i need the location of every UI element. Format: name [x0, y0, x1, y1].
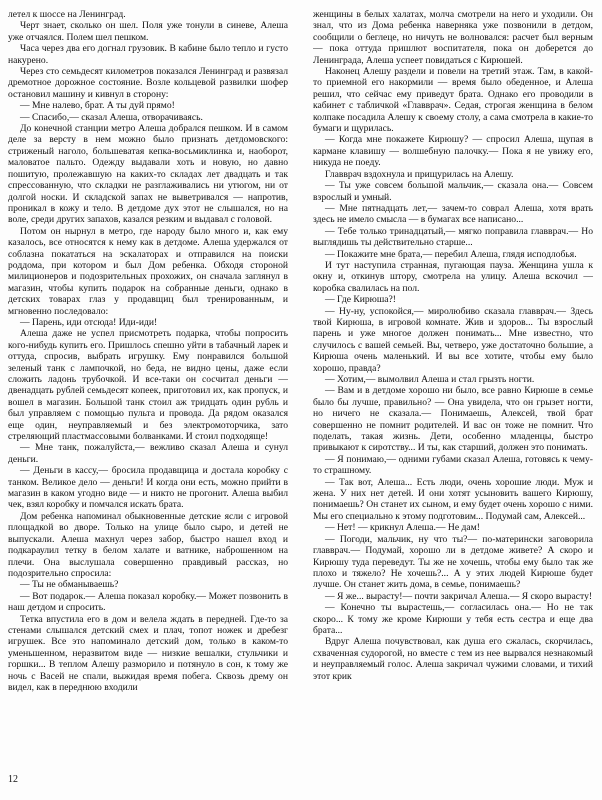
page-number: 12 [8, 774, 18, 785]
paragraph: — Где Кирюша?! [325, 294, 396, 306]
paragraph: — Спасибо,— сказал Алеша, отворачиваясь. [20, 111, 203, 123]
paragraph: Наконец Алешу раздели и повели на третий этаж. Там, в какой-то приемной его накормили — время было обеденное, и Алеша решил, что сейчас ему приведут брата. Однако его проводили в кабинет с табличкой «Главврач». Седая, строгая женщина в белом колпаке посадила Алешу к своему столу, а сама смотрела в какие-то бумаги и щурилась. [313, 66, 593, 135]
paragraph: — Вот подарок.— Алеша показал коробку.— Может позвонить в наш детдом и спросить. [8, 590, 288, 614]
paragraph: — Деньги в кассу,— бросила продавщица и достала коробку с танком. Великое дело — деньги! И когда они есть, можно прийти в магазин в каком угодно виде — и никто не прогонит. Алеша выбил чек, взял коробку и помчался искать брата. [8, 465, 288, 511]
paragraph: — Я же... вырасту!— почти закричал Алеша.— Я скоро вырасту! [325, 590, 593, 602]
paragraph: — Ты не обманываешь? [20, 579, 119, 591]
paragraph: — Тебе только тринадцатый,— мягко поправила главврач.— Но выглядишь ты действительно старше... [313, 225, 593, 249]
paragraph: Через сто семьдесят километров показался Ленинград и развязал дремотное дорожное состояние. Возле кольцевой развилки шофер остановил машину и кивнул в сторону: [8, 66, 288, 100]
paragraph: Главврач вздохнула и прищурилась на Алешу. [325, 168, 514, 180]
paragraph: До конечной станции метро Алеша добрался пешком. И в самом деле за версту в нем можно было признать детдомовского: стриженый наголо, большеватая кепка-восьмиклинка и, наоборот, маловатое пальто. Одежду выдавали хоть и новую, но давно пошитую, пролежавшую на каких-то складах лет двадцать и так спрессованную, что складки не разглаживались ни утюгом, ни от долгой носки. И складской запах не выветривался — напротив, проникал в кожу и тело. В детдоме дух этот не слышался, но на воле, среди других запахов, казался резким и выдавал с головой. [8, 123, 288, 226]
paragraph: Тетка впустила его в дом и велела ждать в передней. Где-то за стенами слышался детский смех и плач, топот ножек и дребезг игрушек. Все это напоминало детский дом, только в каком-то уменьшенном, неразвитом виде — низкие вешалки, стульчики и горшки... В теплом Алешу разморило и потянуло в сон, к тому же ночь с Васей не спали, выжидая время побега. Сквозь дрему он видел, как в переднюю входили [8, 613, 288, 693]
paragraph: — Ну-ну, успокойся,— миролюбиво сказала главврач.— Здесь твой Кирюша, в игровой комнате. Жив и здоров... Ты взрослый парень и уже многое должен понимать... Мне известно, что случилось с вашей семьей. Вы, четверо, уже достаточно большие, а Кирюша очень маленький. И вы все хотите, чтобы ему было хорошо, правда? [313, 305, 593, 374]
paragraph: — Погоди, мальчик, ну что ты?— по-матерински заговорила главврач.— Подумай, хорошо ли в детдоме живете? А скоро и Кирюшу туда переведут. Ты же не хочешь, чтобы ему было так же плохо и тяжело? Не хочешь?... А у этих людей Кирюше будет лучше. Он станет жить дома, в семье, понимаешь? [313, 533, 593, 591]
paragraph: — Конечно ты вырастешь,— согласилась она.— Но не так скоро... К тому же кроме Кирюши у тебя есть сестра и еще два брата... [313, 602, 593, 636]
right-column [313, 9, 593, 769]
paragraph: Черт знает, сколько он шел. Поля уже тонули в синеве, Алеша уже отчаялся. Полем шел пешком. [8, 20, 288, 43]
paragraph: — Парень, иди отсюда! Иди-иди! [20, 316, 158, 328]
paragraph: летел к шоссе на Ленинград. [8, 9, 126, 20]
paragraph: — Когда мне покажете Кирюшу? — спросил Алеша, щупая в кармане клавишу — волшебную палочку.— Пока я не увижу его, никуда не поеду. [313, 134, 593, 169]
paragraph: — Ты уже совсем большой мальчик,— сказала она.— Совсем взрослый и умный. [313, 180, 593, 203]
left-column [8, 9, 288, 769]
paragraph: — Покажите мне брата,— перебил Алеша, глядя исподлобья. [325, 248, 577, 260]
paragraph: — Нет! — крикнул Алеша.— Не дам! [325, 522, 480, 534]
paragraph: — Мне налево, брат. А ты дуй прямо! [20, 100, 175, 112]
paragraph: женщины в белых халатах, молча смотрели на него и уходили. Он знал, что из Дома ребенка наверняка уже позвонили в детдом, сообщили о беглеце, но ничуть не волновался: расчет был верным — пока оттуда пришлют воспитателя, пока он доберется до Ленинграда, Алеша успеет повидаться с Кирюшей. [313, 9, 593, 66]
paragraph: Часа через два его догнал грузовик. В кабине было тепло и густо накурено. [8, 43, 288, 66]
paragraph: — Вам и в детдоме хорошо ни было, все равно Кирюше в семье было бы лучше, правильно? — Она увидела, что он грызет ногти, но ничего не сказала.— Понимаешь, Алексей, твой брат совершенно не помнит родителей. И вас он тоже не помнит. Что поделать, такая жизнь. Дети, особенно младенцы, быстро привыкают к сиротству... И ты, как старший, должен это понимать. [313, 385, 593, 454]
paragraph: — Мне пятнадцать лет,— зачем-то соврал Алеша, хотя врать здесь не имело смысла — в бумагах все написано... [313, 202, 593, 226]
paragraph: — Мне танк, пожалуйста,— вежливо сказал Алеша и сунул деньги. [8, 442, 288, 465]
paragraph: Вдруг Алеша почувствовал, как душа его сжалась, скорчилась, схваченная судорогой, но вместе с тем из нее вырвался незнакомый и неуправляемый голос. Алеша закричал чужими словами, и тихий этот крик [313, 636, 593, 682]
paragraph: И тут наступила странная, пугающая пауза. Женщина ушла к окну и, откинув штору, смотрела на улицу. Алеша вскочил — коробка свалилась на пол. [313, 259, 593, 294]
paragraph: — Хотим,— вымолвил Алеша и стал грызть ногти. [325, 374, 535, 385]
paragraph: Алеша даже не успел присмотреть подарка, чтобы попросить кого-нибудь купить его. Пришлось спешно уйти в табачный ларек и оттуда, спросив, выбрать игрушку. Ему понравился большой зеленый танк с лампочкой, но беда, не видно цены, даже если сложить ладонь трубочкой. И все-таки он сосчитал деньги — двенадцать рублей семьдесят копеек, приготовил их, как пропуск, и вошел в магазин. Большой танк стоил аж тридцать один рубль и был управляем с помощью пульта и провода. Да рядом оказался еще один, неуправляемый и без электромоторчика, зато стреляющий пластмассовыми болванками. И стоил подходяще! [8, 328, 288, 443]
paragraph: — Так вот, Алеша... Есть люди, очень хорошие люди. Муж и жена. У них нет детей. И они хотят усыновить вашего Кирюшу, понимаешь? Он станет их сыном, и ему будет очень хорошо с ними. Мы его специально к этому подготовим... Подумай сам, Алексей... [313, 476, 593, 522]
paragraph: Дом ребенка напоминал обыкновенные детские ясли с игровой площадкой во дворе. Только на улице было сыро, и детей не выпускали. Алеша махнул через забор, быстро нашел вход и подкараулил тетку в белом халате и ватнике, наброшенном на плечи. Она выслушала совершенно правдивый рассказ, но подозрительно спросила: [8, 510, 288, 579]
paragraph: Потом он нырнул в метро, где народу было много и, как ему казалось, все относятся к нему как в детдоме. Алеша удержался от соблазна покататься на эскалаторах и отправился на поиски роддома, при котором и был Дом ребенка. Обходя стороной милиционеров и подозрительных прохожих, он сначала заглянул в магазин, чтобы купить подарок на собранные деньги, однако в детских товарах глаз у продавщиц был тренированным, и мгновенно последовало: [8, 225, 288, 317]
paragraph: — Я понимаю,— одними губами сказал Алеша, готовясь к чему-то страшному. [313, 453, 593, 477]
